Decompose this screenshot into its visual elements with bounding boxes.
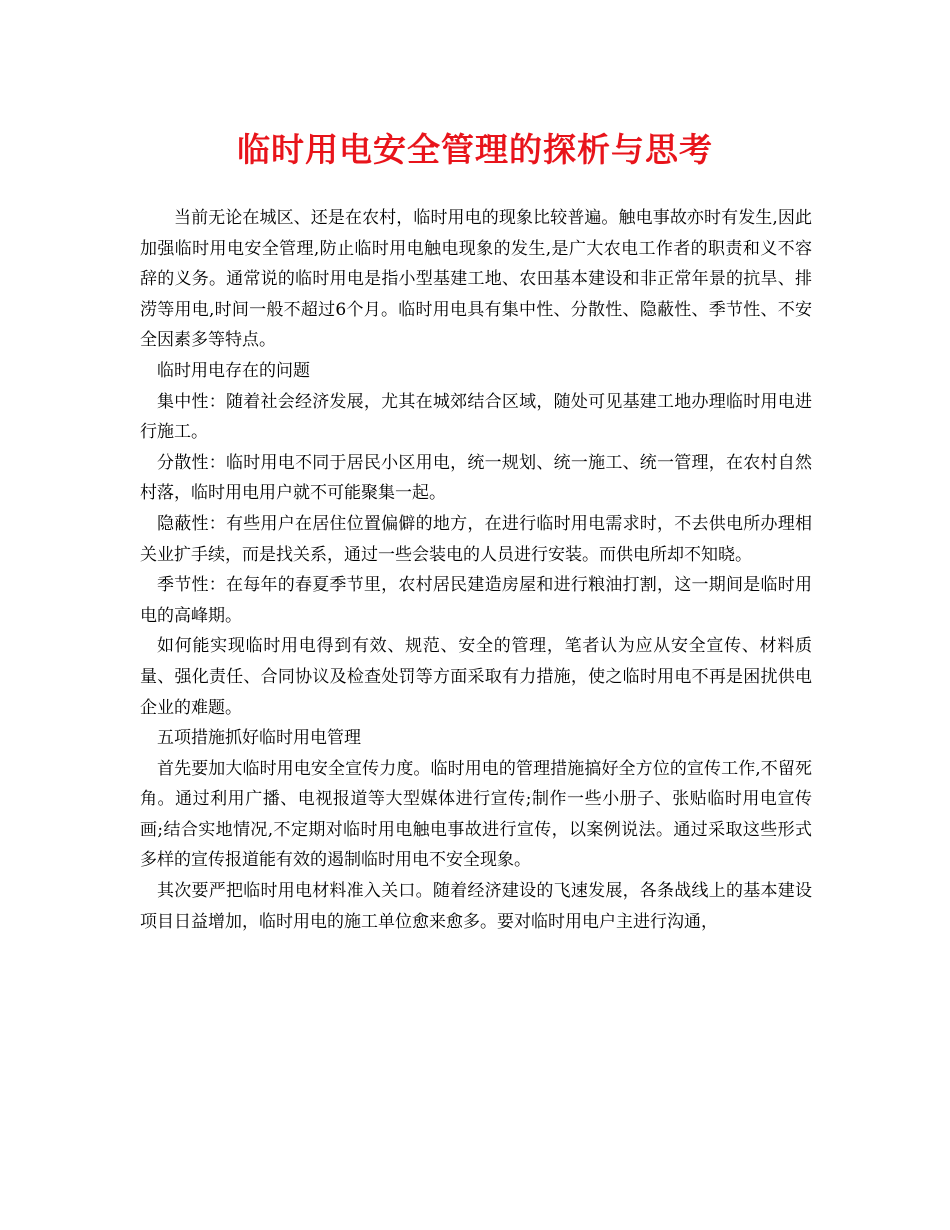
paragraph-measure-materials: 其次要严把临时用电材料准入关口。随着经济建设的飞速发展，各条战线上的基本建设项目日益增加，临时用电的施工单位愈来愈多。要对临时用电户主进行沟通，: [140, 881, 812, 932]
paragraph-seasonality: 季节性：在每年的春夏季节里，农村居民建造房屋和进行粮油打割，这一期间是临时用电的高峰期。: [140, 575, 812, 626]
paragraph-concentration: 集中性：随着社会经济发展，尤其在城郊结合区域，随处可见基建工地办理临时用电进行施工。: [140, 391, 812, 443]
document-title: 临时用电安全管理的探析与思考: [237, 130, 713, 169]
paragraph-dispersion: 分散性：临时用电不同于居民小区用电，统一规划、统一施工、统一管理，在农村自然村落，临时用电用户就不可能聚集一起。: [140, 452, 812, 504]
section-heading-problems: 临时用电存在的问题: [157, 360, 310, 381]
paragraph-intro: 当前无论在城区、还是在农村，临时用电的现象比较普遍。触电事故亦时有发生,因此加强临时用电安全管理,防止临时用电触电现象的发生,是广大农电工作者的职责和义不容辞的义务。通常说的临时用电是指小型基建工地、农田基本建设和非正常年景的抗旱、排涝等用电,时间一般不超过6个月。临时用电具有集中性、分散性、隐蔽性、季节性、不安全因素多等特点。: [140, 208, 812, 351]
section-heading-measures: 五项措施抓好临时用电管理: [157, 728, 361, 749]
paragraph-how-to-manage: 如何能实现临时用电得到有效、规范、安全的管理，笔者认为应从安全宣传、材料质量、强化责任、合同协议及检查处罚等方面采取有力措施，使之临时用电不再是困扰供电企业的难题。: [140, 636, 812, 718]
document-body: [140, 203, 812, 937]
paragraph-measure-publicity: 首先要加大临时用电安全宣传力度。临时用电的管理措施搞好全方位的宣传工作,不留死角。通过利用广播、电视报道等大型媒体进行宣传;制作一些小册子、张贴临时用电宣传画;结合实地情况,不定期对临时用电触电事故进行宣传，以案例说法。通过采取这些形式多样的宣传报道能有效的遏制临时用电不安全现象。: [140, 758, 812, 871]
paragraph-concealment: 隐蔽性：有些用户在居住位置偏僻的地方，在进行临时用电需求时，不去供电所办理相关业扩手续，而是找关系，通过一些会装电的人员进行安装。而供电所却不知晓。: [140, 513, 812, 565]
